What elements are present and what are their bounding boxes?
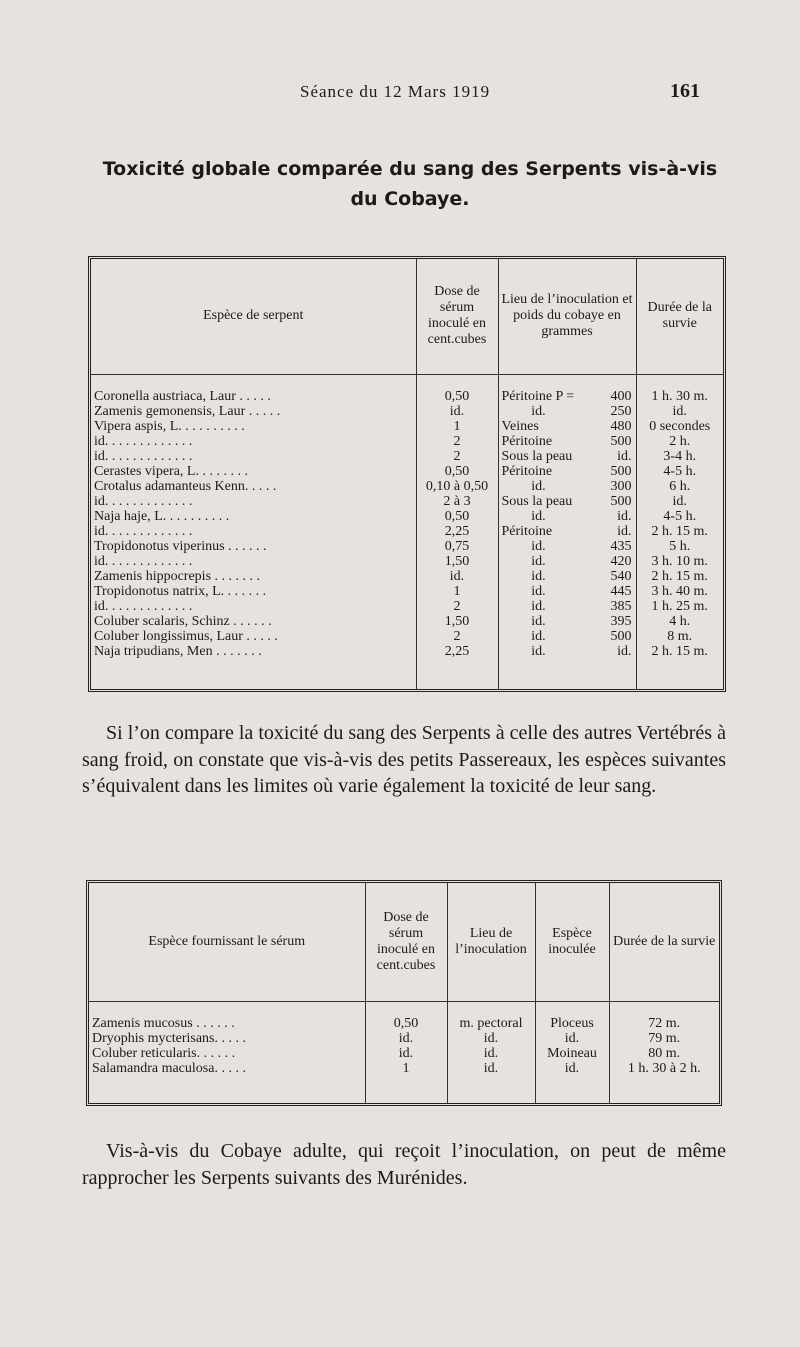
serpent-table-grid bbox=[91, 259, 723, 689]
dose-cell: id. bbox=[365, 1046, 447, 1061]
site-weight-cell bbox=[498, 434, 636, 449]
weight-text: id. bbox=[617, 448, 632, 464]
site-text: id. bbox=[531, 613, 546, 629]
survival-cell: 1 h. 30 à 2 h. bbox=[609, 1061, 719, 1076]
table-row bbox=[91, 599, 723, 614]
site-cell: id. bbox=[447, 1061, 535, 1076]
dose-cell: 1 bbox=[365, 1061, 447, 1076]
site-text: id. bbox=[531, 568, 546, 584]
site-text: id. bbox=[531, 598, 546, 614]
survival-cell: 4-5 h. bbox=[636, 509, 723, 524]
table-spacer-row bbox=[89, 1076, 719, 1104]
dose-cell: 2 bbox=[416, 629, 498, 644]
dose-cell: 2 bbox=[416, 434, 498, 449]
inoculated-cell: id. bbox=[535, 1031, 609, 1046]
table-row bbox=[89, 1001, 719, 1031]
table-row bbox=[91, 539, 723, 554]
site-text: id. bbox=[531, 538, 546, 554]
site-text: id. bbox=[531, 643, 546, 659]
site-weight-cell bbox=[498, 494, 636, 509]
col-dose-header: Dose de sérum inoculé en cent.cubes bbox=[416, 259, 498, 374]
site-weight-cell bbox=[498, 374, 636, 404]
paragraph-comparison: Si l’on compare la toxicité du sang des Serpents à celle des autres Vertébrés à sang froid, on constate que vis-à-vis des petits Passereaux, les espèces suivantes s’équivalent dans les limites où varie également la toxicité de leur sang. bbox=[82, 722, 726, 797]
weight-text: id. bbox=[617, 508, 632, 524]
dose-cell: 2 bbox=[416, 449, 498, 464]
table-row bbox=[91, 524, 723, 539]
survival-cell: 6 h. bbox=[636, 479, 723, 494]
weight-text: 300 bbox=[610, 478, 632, 494]
running-head: Séance du 12 Mars 1919 bbox=[300, 82, 491, 101]
table-row bbox=[89, 1031, 719, 1046]
table-row bbox=[91, 584, 723, 599]
dose-cell: 0,50 bbox=[416, 374, 498, 404]
site-cell: m. pectoral bbox=[447, 1001, 535, 1031]
spacer-cell bbox=[636, 659, 723, 690]
survival-cell: 2 h. bbox=[636, 434, 723, 449]
dose-cell: 0,10 à 0,50 bbox=[416, 479, 498, 494]
site-weight-cell bbox=[498, 569, 636, 584]
site-weight-cell bbox=[498, 419, 636, 434]
dose-cell: 2,25 bbox=[416, 524, 498, 539]
species-cell: Zamenis mucosus . . . . . . bbox=[92, 1015, 235, 1031]
spacer-cell bbox=[535, 1076, 609, 1104]
site-text: id. bbox=[531, 403, 546, 419]
site-weight-cell bbox=[498, 554, 636, 569]
survival-cell: id. bbox=[636, 404, 723, 419]
site-weight-cell bbox=[498, 464, 636, 479]
dose-cell: id. bbox=[365, 1031, 447, 1046]
survival-cell: 4 h. bbox=[636, 614, 723, 629]
weight-text: 480 bbox=[610, 418, 632, 434]
table-spacer-row bbox=[91, 659, 723, 690]
site-text: id. bbox=[531, 583, 546, 599]
survival-cell: 2 h. 15 m. bbox=[636, 524, 723, 539]
col-survival-header: Durée de la survie bbox=[636, 259, 723, 374]
weight-text: 500 bbox=[610, 433, 632, 449]
survival-cell: 2 h. 15 m. bbox=[636, 569, 723, 584]
paragraph-cobaye: Vis-à-vis du Cobaye adulte, qui reçoit l’inoculation, on peut de même rapprocher les Serpents suivants des Murénides. bbox=[82, 1140, 726, 1189]
survival-cell: 1 h. 30 m. bbox=[636, 374, 723, 404]
table-row bbox=[91, 569, 723, 584]
weight-text: 540 bbox=[610, 568, 632, 584]
site-weight-cell bbox=[498, 539, 636, 554]
site-text: id. bbox=[531, 628, 546, 644]
survival-cell: 3 h. 10 m. bbox=[636, 554, 723, 569]
table-row bbox=[91, 614, 723, 629]
dose-cell: 2,25 bbox=[416, 644, 498, 659]
inoculated-cell: Ploceus bbox=[535, 1001, 609, 1031]
species-cell: Crotalus adamanteus Kenn. . . . . bbox=[94, 478, 277, 494]
site-cell: id. bbox=[447, 1046, 535, 1061]
spacer-cell bbox=[609, 1076, 719, 1104]
site-weight-cell bbox=[498, 614, 636, 629]
species-cell: Zamenis hippocrepis . . . . . . . bbox=[94, 568, 261, 584]
species-cell: Vipera aspis, L. . . . . . . . . . bbox=[94, 418, 245, 434]
site-text: Péritoine bbox=[501, 523, 553, 539]
table-row bbox=[91, 629, 723, 644]
survival-cell: 2 h. 15 m. bbox=[636, 644, 723, 659]
species-cell: Coluber scalaris, Schinz . . . . . . bbox=[94, 613, 272, 629]
species-cell: id. . . . . . . . . . . . . bbox=[94, 433, 193, 449]
survival-cell: 3 h. 40 m. bbox=[636, 584, 723, 599]
site-text: Sous la peau bbox=[501, 493, 573, 509]
dose-cell: 0,50 bbox=[416, 509, 498, 524]
serum-table-grid bbox=[89, 883, 719, 1103]
species-cell: Naja haje, L. . . . . . . . . . bbox=[94, 508, 230, 524]
species-cell: Cerastes vipera, L. . . . . . . . bbox=[94, 463, 248, 479]
site-weight-cell bbox=[498, 449, 636, 464]
survival-cell: 8 m. bbox=[636, 629, 723, 644]
spacer-cell bbox=[416, 659, 498, 690]
site-text: Péritoine bbox=[501, 433, 553, 449]
site-weight-cell bbox=[498, 629, 636, 644]
site-weight-cell bbox=[498, 509, 636, 524]
table-row bbox=[91, 434, 723, 449]
site-text: id. bbox=[531, 508, 546, 524]
col2-species-header: Espèce fournissant le sérum bbox=[89, 883, 365, 1001]
weight-text: 420 bbox=[610, 553, 632, 569]
site-weight-cell bbox=[498, 404, 636, 419]
species-cell: id. . . . . . . . . . . . . bbox=[94, 493, 193, 509]
spacer-cell bbox=[498, 659, 636, 690]
survival-cell: 4-5 h. bbox=[636, 464, 723, 479]
site-weight-cell bbox=[498, 599, 636, 614]
species-cell: id. . . . . . . . . . . . . bbox=[94, 448, 193, 464]
dose-cell: 0,50 bbox=[365, 1001, 447, 1031]
species-cell: Tropidonotus viperinus . . . . . . bbox=[94, 538, 267, 554]
weight-text: id. bbox=[617, 523, 632, 539]
serpent-toxicity-table bbox=[88, 256, 726, 692]
table-row bbox=[91, 449, 723, 464]
site-text: Sous la peau bbox=[501, 448, 573, 464]
spacer-cell bbox=[91, 659, 416, 690]
col2-survival-header: Durée de la survie bbox=[609, 883, 719, 1001]
species-cell: id. . . . . . . . . . . . . bbox=[94, 598, 193, 614]
col2-site-header: Lieu de l’inoculation bbox=[447, 883, 535, 1001]
weight-text: 500 bbox=[610, 493, 632, 509]
site-text: Péritoine P = bbox=[501, 388, 575, 404]
weight-text: 500 bbox=[610, 463, 632, 479]
survival-cell: 1 h. 25 m. bbox=[636, 599, 723, 614]
species-cell: Zamenis gemonensis, Laur . . . . . bbox=[94, 403, 281, 419]
dose-cell: 2 bbox=[416, 599, 498, 614]
survival-cell: 0 secondes bbox=[636, 419, 723, 434]
spacer-cell bbox=[447, 1076, 535, 1104]
survival-cell: 79 m. bbox=[609, 1031, 719, 1046]
species-cell: Coronella austriaca, Laur . . . . . bbox=[94, 388, 271, 404]
col-site-header: Lieu de l’inoculation et poids du cobaye en grammes bbox=[498, 259, 636, 374]
spacer-cell bbox=[365, 1076, 447, 1104]
species-cell: Tropidonotus natrix, L. . . . . . . bbox=[94, 583, 267, 599]
dose-cell: 1 bbox=[416, 419, 498, 434]
weight-text: 395 bbox=[610, 613, 632, 629]
species-cell: Naja tripudians, Men . . . . . . . bbox=[94, 643, 262, 659]
table-row bbox=[91, 509, 723, 524]
table-row bbox=[91, 554, 723, 569]
survival-cell: 72 m. bbox=[609, 1001, 719, 1031]
survival-cell: 5 h. bbox=[636, 539, 723, 554]
table-row bbox=[91, 644, 723, 659]
species-cell: id. . . . . . . . . . . . . bbox=[94, 553, 193, 569]
site-cell: id. bbox=[447, 1031, 535, 1046]
table-row bbox=[91, 404, 723, 419]
species-cell: id. . . . . . . . . . . . . bbox=[94, 523, 193, 539]
weight-text: 250 bbox=[610, 403, 632, 419]
weight-text: 400 bbox=[610, 388, 632, 404]
inoculated-cell: id. bbox=[535, 1061, 609, 1076]
site-text: Veines bbox=[501, 418, 539, 434]
serum-comparison-table bbox=[86, 880, 722, 1106]
dose-cell: 1 bbox=[416, 584, 498, 599]
col-species-header: Espèce de serpent bbox=[91, 259, 416, 374]
table-title: Toxicité globale comparée du sang des Serpents vis-à-vis du Cobaye. bbox=[102, 158, 718, 210]
inoculated-cell: Moineau bbox=[535, 1046, 609, 1061]
table-row bbox=[89, 1046, 719, 1061]
site-weight-cell bbox=[498, 584, 636, 599]
site-weight-cell bbox=[498, 524, 636, 539]
site-weight-cell bbox=[498, 644, 636, 659]
site-text: Péritoine bbox=[501, 463, 553, 479]
site-text: id. bbox=[531, 478, 546, 494]
table-row bbox=[91, 419, 723, 434]
col2-dose-header: Dose de sérum inoculé en cent.cubes bbox=[365, 883, 447, 1001]
page-number: 161 bbox=[670, 80, 700, 102]
survival-cell: 3-4 h. bbox=[636, 449, 723, 464]
spacer-cell bbox=[89, 1076, 365, 1104]
weight-text: 500 bbox=[610, 628, 632, 644]
dose-cell: 0,75 bbox=[416, 539, 498, 554]
weight-text: id. bbox=[617, 643, 632, 659]
table-row bbox=[91, 494, 723, 509]
survival-cell: id. bbox=[636, 494, 723, 509]
species-cell: Coluber longissimus, Laur . . . . . bbox=[94, 628, 278, 644]
col2-inoculated-header: Espèce inoculée bbox=[535, 883, 609, 1001]
dose-cell: 1,50 bbox=[416, 614, 498, 629]
dose-cell: 0,50 bbox=[416, 464, 498, 479]
weight-text: 385 bbox=[610, 598, 632, 614]
weight-text: 445 bbox=[610, 583, 632, 599]
dose-cell: id. bbox=[416, 404, 498, 419]
table-row bbox=[89, 1061, 719, 1076]
site-weight-cell bbox=[498, 479, 636, 494]
species-cell: Salamandra maculosa. . . . . bbox=[92, 1060, 246, 1076]
survival-cell: 80 m. bbox=[609, 1046, 719, 1061]
weight-text: 435 bbox=[610, 538, 632, 554]
species-cell: Coluber reticularis. . . . . . bbox=[92, 1045, 236, 1061]
table-row bbox=[91, 479, 723, 494]
species-cell: Dryophis mycterisans. . . . . bbox=[92, 1030, 246, 1046]
dose-cell: 1,50 bbox=[416, 554, 498, 569]
serum-table-body bbox=[89, 1001, 719, 1103]
table-row bbox=[91, 374, 723, 404]
site-text: id. bbox=[531, 553, 546, 569]
serpent-table-body bbox=[91, 374, 723, 689]
table-row bbox=[91, 464, 723, 479]
dose-cell: id. bbox=[416, 569, 498, 584]
dose-cell: 2 à 3 bbox=[416, 494, 498, 509]
